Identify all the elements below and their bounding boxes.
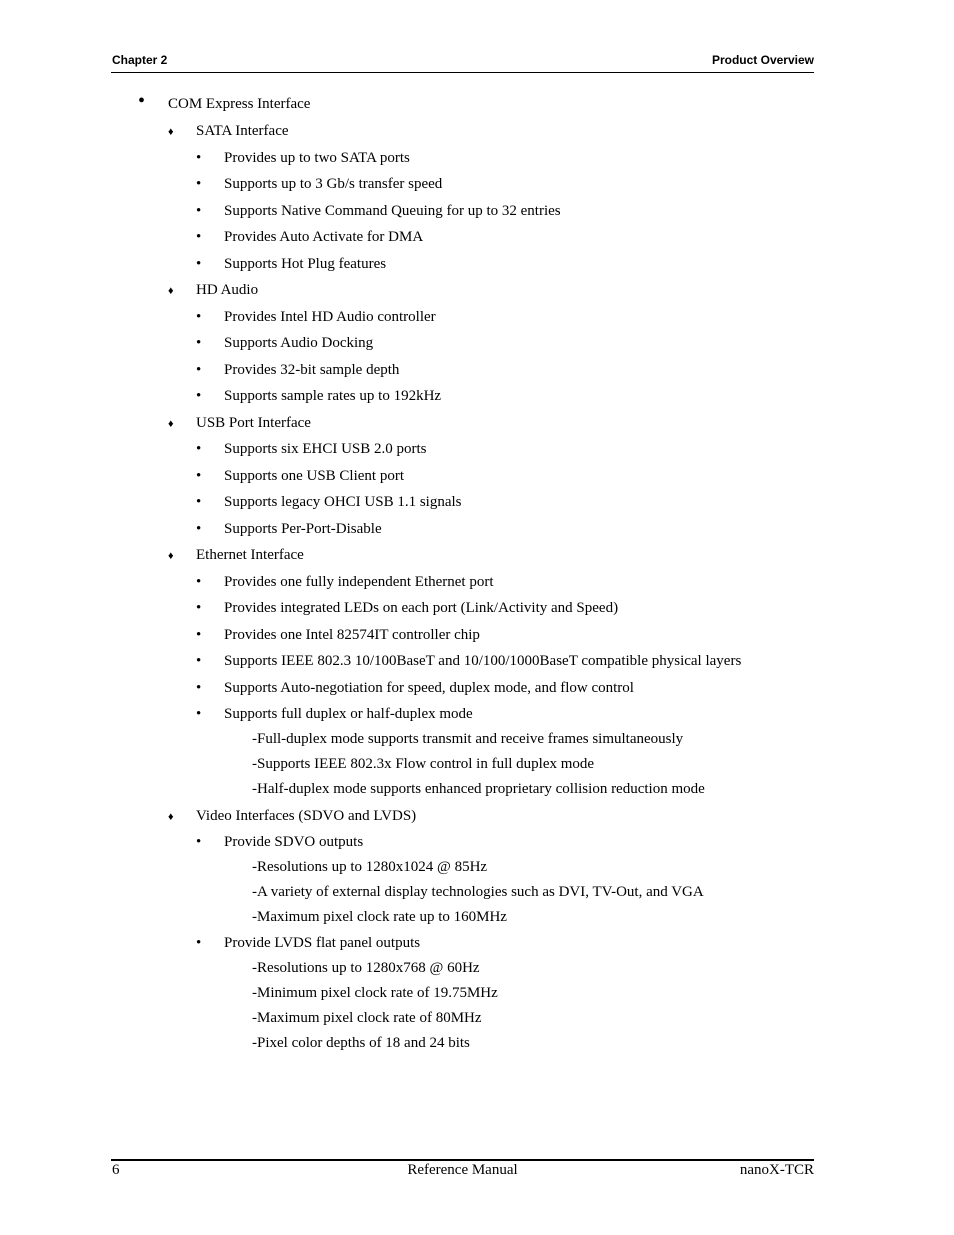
- bullet-icon: •: [196, 574, 202, 590]
- list-item-label: Supports one USB Client port: [224, 468, 405, 484]
- list-item-label: Supports six EHCI USB 2.0 ports: [224, 441, 427, 457]
- bullet-icon: •: [196, 256, 202, 272]
- list-item-label: Supports Auto-negotiation for speed, duplex mode, and flow control: [224, 680, 634, 696]
- bullet-icon: •: [196, 935, 202, 951]
- sub-note: -Pixel color depths of 18 and 24 bits: [252, 1035, 470, 1051]
- list-item-label: COM Express Interface: [168, 96, 311, 112]
- bullet-icon: •: [196, 335, 202, 351]
- bullet-icon: •: [196, 362, 202, 378]
- list-item: [196, 520, 382, 538]
- bullet-icon: •: [196, 441, 202, 457]
- diamond-bullet-icon: ♦: [168, 811, 174, 823]
- bullet-icon: •: [196, 653, 202, 669]
- bullet-icon: •: [196, 706, 202, 722]
- list-item-label: Provides integrated LEDs on each port (Link/Activity and Speed): [224, 600, 619, 616]
- diamond-bullet-icon: ♦: [168, 418, 174, 430]
- list-item: [196, 149, 410, 167]
- list-item-label: Provides up to two SATA ports: [224, 150, 410, 166]
- list-item: [196, 255, 387, 273]
- bullet-icon: •: [196, 627, 202, 643]
- list-item-video: [168, 807, 417, 825]
- bullet-icon: •: [196, 600, 202, 616]
- list-item-label: Video Interfaces (SDVO and LVDS): [196, 808, 417, 824]
- list-item-hd-audio: [168, 281, 259, 299]
- bullet-icon: •: [196, 176, 202, 192]
- page-footer: [111, 1159, 814, 1183]
- list-item-label: SATA Interface: [196, 123, 289, 139]
- bullet-icon: •: [196, 834, 202, 850]
- diamond-bullet-icon: ♦: [168, 550, 174, 562]
- list-item: [196, 679, 634, 697]
- list-item: [196, 705, 473, 723]
- list-item-ethernet: [168, 546, 304, 564]
- list-item-sata: [168, 122, 289, 140]
- chapter-label: Chapter 2: [112, 53, 168, 67]
- manual-title: Reference Manual: [407, 1162, 518, 1178]
- bullet-icon: •: [138, 90, 146, 112]
- list-item: [196, 573, 494, 591]
- bullet-icon: •: [196, 229, 202, 245]
- list-item: [196, 626, 480, 644]
- list-item-label: Supports Audio Docking: [224, 335, 374, 351]
- list-item: [196, 175, 443, 193]
- list-item: [196, 387, 442, 405]
- bullet-icon: •: [196, 150, 202, 166]
- list-item-label: Provide LVDS flat panel outputs: [224, 935, 421, 951]
- bullet-icon: •: [196, 388, 202, 404]
- sub-note: -Full-duplex mode supports transmit and receive frames simultaneously: [252, 731, 684, 747]
- diamond-bullet-icon: ♦: [168, 126, 174, 138]
- list-item-lvds: [196, 934, 421, 952]
- sub-note: -Half-duplex mode supports enhanced proprietary collision reduction mode: [252, 781, 705, 797]
- bullet-icon: •: [196, 309, 202, 325]
- list-item-label: HD Audio: [196, 282, 259, 298]
- list-item: [196, 440, 427, 458]
- list-item-label: Supports legacy OHCI USB 1.1 signals: [224, 494, 462, 510]
- list-item-sdvo: [196, 833, 364, 851]
- list-item-label: Provides one fully independent Ethernet port: [224, 574, 494, 590]
- list-item-label: USB Port Interface: [196, 415, 311, 431]
- list-item-label: Provides 32-bit sample depth: [224, 362, 400, 378]
- list-item-com-express: [138, 90, 311, 113]
- list-item-label: Provides one Intel 82574IT controller chip: [224, 627, 480, 643]
- list-item-label: Provides Auto Activate for DMA: [224, 229, 424, 245]
- list-item-label: Supports sample rates up to 192kHz: [224, 388, 442, 404]
- list-item-usb: [168, 414, 311, 432]
- page-number: 6: [112, 1162, 120, 1178]
- list-item: [196, 361, 400, 379]
- section-label: Product Overview: [711, 53, 814, 67]
- list-item: [196, 599, 619, 617]
- bullet-icon: •: [196, 680, 202, 696]
- list-item: [196, 652, 742, 670]
- bullet-icon: •: [196, 468, 202, 484]
- list-item-label: Provide SDVO outputs: [224, 834, 364, 850]
- list-item-label: Supports Native Command Queuing for up to 32 entries: [224, 203, 561, 219]
- list-item: [196, 493, 462, 511]
- diamond-bullet-icon: ♦: [168, 285, 174, 297]
- bullet-icon: •: [196, 494, 202, 510]
- list-item-label: Supports Per-Port-Disable: [224, 521, 382, 537]
- list-item: [196, 228, 424, 246]
- sub-note: -Maximum pixel clock rate of 80MHz: [252, 1010, 482, 1026]
- list-item: [196, 202, 561, 220]
- list-item-label: Ethernet Interface: [196, 547, 304, 563]
- page-header: [111, 50, 814, 73]
- list-item: [196, 308, 436, 326]
- list-item-label: Supports IEEE 802.3 10/100BaseT and 10/100/1000BaseT compatible physical layers: [224, 653, 742, 669]
- list-item: [196, 467, 405, 485]
- sub-note: -Resolutions up to 1280x768 @ 60Hz: [252, 960, 480, 976]
- list-item-label: Supports full duplex or half-duplex mode: [224, 706, 473, 722]
- list-item-label: Provides Intel HD Audio controller: [224, 309, 436, 325]
- sub-note: -Supports IEEE 802.3x Flow control in full duplex mode: [252, 756, 595, 772]
- sub-note: -Maximum pixel clock rate up to 160MHz: [252, 909, 507, 925]
- sub-note: -Minimum pixel clock rate of 19.75MHz: [252, 985, 498, 1001]
- product-name: nanoX-TCR: [739, 1162, 814, 1178]
- list-item-label: Supports Hot Plug features: [224, 256, 387, 272]
- list-item: [196, 334, 374, 352]
- sub-note: -A variety of external display technologies such as DVI, TV-Out, and VGA: [252, 884, 704, 900]
- bullet-icon: •: [196, 521, 202, 537]
- list-item-label: Supports up to 3 Gb/s transfer speed: [224, 176, 443, 192]
- sub-note: -Resolutions up to 1280x1024 @ 85Hz: [252, 859, 488, 875]
- bullet-icon: •: [196, 203, 202, 219]
